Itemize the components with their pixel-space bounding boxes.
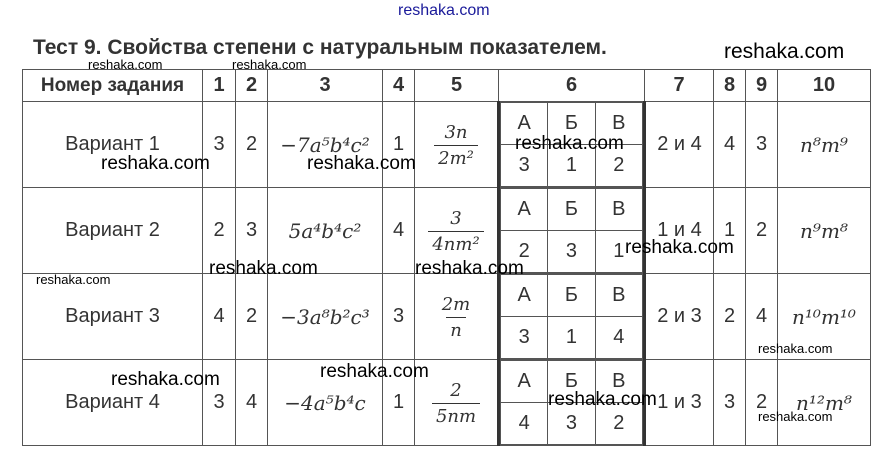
answer-10: n¹²m⁸: [778, 360, 871, 446]
answer-4: 3: [383, 274, 415, 360]
variant-label: Вариант 2: [23, 188, 203, 274]
watermark: reshaka.com: [415, 258, 524, 279]
answer-4: 1: [383, 102, 415, 188]
matching-label-c: В: [595, 103, 642, 145]
answer-1: 3: [203, 102, 236, 188]
watermark: reshaka.com: [101, 153, 210, 174]
matching-label-a: А: [501, 275, 548, 317]
answer-8: 1: [714, 188, 746, 274]
fraction-numerator: 3: [450, 207, 462, 229]
header-col-4: 4: [383, 70, 415, 102]
answer-1: 4: [203, 274, 236, 360]
answer-10: n⁹m⁸: [778, 188, 871, 274]
answer-3: 5a⁴b⁴c²: [268, 188, 383, 274]
header-col-1: 1: [203, 70, 236, 102]
watermark: reshaka.com: [724, 40, 845, 63]
answer-8: 4: [714, 102, 746, 188]
answer-7: 2 и 4: [645, 102, 714, 188]
answer-3: −4a⁵b⁴c: [268, 360, 383, 446]
answer-4: 4: [383, 188, 415, 274]
variant-label: Вариант 3: [23, 274, 203, 360]
watermark: reshaka.com: [209, 258, 318, 279]
matching-value-a: 2: [501, 231, 548, 273]
header-col-10: 10: [778, 70, 871, 102]
matching-value-c: 1: [595, 231, 642, 273]
fraction-denominator: 5nm: [432, 403, 480, 427]
answer-10: n⁸m⁹: [778, 102, 871, 188]
matching-value-a: 3: [501, 145, 548, 187]
header-col-3: 3: [268, 70, 383, 102]
header-col-6: 6: [499, 70, 645, 102]
watermark: reshaka.com: [758, 341, 833, 356]
matching-value-b: 3: [548, 231, 595, 273]
matching-label-b: Б: [548, 275, 595, 317]
matching-value-c: 2: [595, 403, 642, 445]
answer-1: 3: [203, 360, 236, 446]
watermark: reshaka.com: [320, 361, 429, 382]
matching-label-a: А: [501, 361, 548, 403]
watermark: reshaka.com: [111, 369, 220, 390]
answer-9: 4: [746, 274, 778, 360]
watermark: reshaka.com: [758, 409, 833, 424]
fraction-denominator: 4nm²: [428, 231, 483, 255]
answer-7: 1 и 3: [645, 360, 714, 446]
fraction-numerator: 2: [450, 379, 462, 401]
page-title: Тест 9. Свойства степени с натуральным показателем.: [33, 36, 607, 59]
variant-label: Вариант 1: [23, 102, 203, 188]
matching-value-b: 1: [548, 145, 595, 187]
answer-9: 2: [746, 360, 778, 446]
matching-grid: [500, 274, 643, 359]
answer-1: 2: [203, 188, 236, 274]
matching-value-b: 3: [548, 403, 595, 445]
answer-9: 2: [746, 188, 778, 274]
answer-2: 2: [236, 274, 268, 360]
answer-2: 3: [236, 188, 268, 274]
watermark: reshaka.com: [307, 153, 416, 174]
watermark: reshaka.com: [548, 389, 657, 410]
fraction-denominator: n: [446, 317, 466, 341]
matching-value-c: 2: [595, 145, 642, 187]
matching-label-b: Б: [548, 189, 595, 231]
matching-label-c: В: [595, 361, 642, 403]
answer-7: 2 и 3: [645, 274, 714, 360]
answer-2: 2: [236, 102, 268, 188]
answer-3: −3a⁸b²c³: [268, 274, 383, 360]
matching-value-c: 4: [595, 317, 642, 359]
watermark: reshaka.com: [232, 57, 307, 72]
matching-label-a: А: [501, 189, 548, 231]
answer-8: 2: [714, 274, 746, 360]
matching-label-c: В: [595, 189, 642, 231]
matching-label-c: В: [595, 275, 642, 317]
answer-4: 1: [383, 360, 415, 446]
site-link-top[interactable]: reshaka.com: [398, 2, 490, 19]
matching-value-a: 3: [501, 317, 548, 359]
header-col-2: 2: [236, 70, 268, 102]
answer-8: 3: [714, 360, 746, 446]
answer-9: 3: [746, 102, 778, 188]
fraction-numerator: 3n: [444, 121, 468, 143]
watermark: reshaka.com: [88, 57, 163, 72]
matching-label-a: А: [501, 103, 548, 145]
answer-3: −7a⁵b⁴c²: [268, 102, 383, 188]
matching-label-b: Б: [548, 103, 595, 145]
header-col-7: 7: [645, 70, 714, 102]
header-row: [23, 70, 871, 102]
answer-5: [415, 274, 499, 360]
answer-10: n¹⁰m¹⁰: [778, 274, 871, 360]
header-col-8: 8: [714, 70, 746, 102]
watermark: reshaka.com: [515, 133, 624, 154]
watermark: reshaka.com: [36, 272, 111, 287]
table-row: [23, 274, 871, 360]
matching-value-b: 1: [548, 317, 595, 359]
fraction-denominator: 2m²: [434, 145, 478, 169]
matching-value-a: 4: [501, 403, 548, 445]
answer-2: 4: [236, 360, 268, 446]
variant-label: Вариант 4: [23, 360, 203, 446]
answer-7: 1 и 4: [645, 188, 714, 274]
fraction-numerator: 2m: [441, 293, 471, 315]
header-col-9: 9: [746, 70, 778, 102]
header-label: Номер задания: [23, 70, 203, 102]
watermark: reshaka.com: [625, 237, 734, 258]
header-col-5: 5: [415, 70, 499, 102]
answer-6-matching: [499, 274, 645, 360]
matching-label-b: Б: [548, 361, 595, 403]
answer-5: [415, 102, 499, 188]
